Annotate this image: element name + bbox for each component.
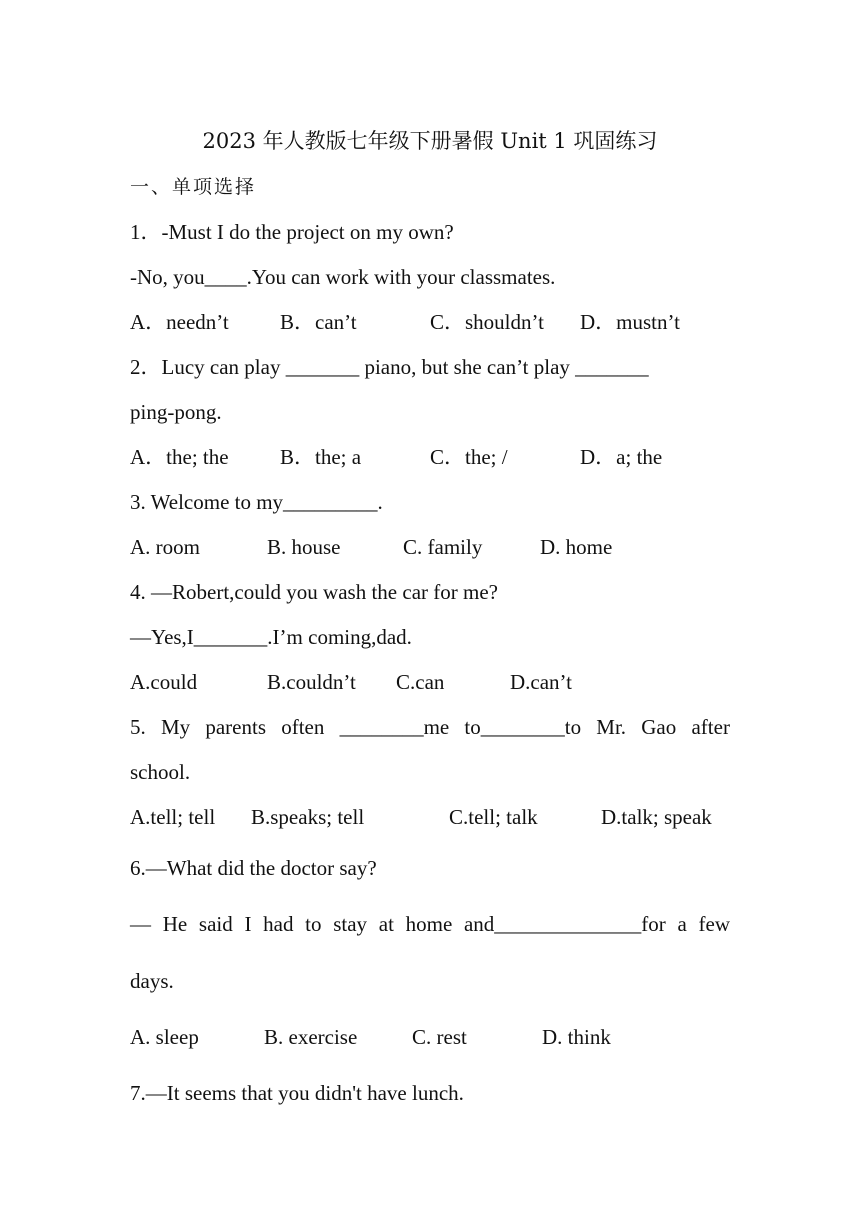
question-5-option-d: D.talk; speak [601,805,712,829]
question-5-option-b: B.speaks; tell [251,805,365,829]
stem-word: a [677,912,687,936]
question-7-stem: 7.—It seems that you didn't have lunch. [130,1081,464,1105]
question-6-stem-3: days. [130,969,174,993]
question-6-stem: 6.—What did the doctor say? [130,856,377,880]
question-3-option-a: A. room [130,535,200,559]
stem-word: often [281,715,325,739]
stem-word: few [698,912,730,936]
stem-word: after [691,715,730,739]
stem-word: ________me [339,715,450,739]
stem-word: He [162,912,188,936]
question-2-stem-2: ping-pong. [130,400,222,424]
question-6-option-d: D. think [542,1025,611,1049]
question-4-option-a: A.could [130,670,198,694]
question-1-stem: 1．-Must I do the project on my own? [130,220,454,244]
stem-word: to [305,912,322,936]
question-2-stem: 2．Lucy can play _______ piano, but she can’t play _______ [130,355,649,379]
question-6-option-a: A. sleep [130,1025,199,1049]
question-4-option-b: B.couldn’t [267,670,356,694]
stem-word: stay [333,912,368,936]
question-4-option-c: C.can [396,670,445,694]
question-3-option-d: D. home [540,535,613,559]
question-1-option-b: B．can’t [280,310,357,334]
stem-word: 5. [130,715,146,739]
question-5-option-a: A.tell; tell [130,805,216,829]
question-6-option-b: B. exercise [264,1025,358,1049]
stem-word: I [244,912,252,936]
stem-word: My [160,715,191,739]
stem-word: parents [205,715,266,739]
stem-word: at [378,912,394,936]
stem-word: Gao [641,715,677,739]
question-2-option-d: D．a; the [580,445,663,469]
section-heading: 一、单项选择 [130,176,257,198]
question-5-option-c: C.tell; talk [449,805,538,829]
question-2-option-b: B．the; a [280,445,362,469]
stem-word: — [130,912,151,936]
stem-word: Mr. [596,715,627,739]
question-6-option-c: C. rest [412,1025,467,1049]
question-1-stem-2: -No, you____.You can work with your classmates. [130,265,556,289]
question-3-option-b: B. house [267,535,341,559]
question-5-stem [130,713,730,741]
question-1-option-c: C．shouldn’t [430,310,544,334]
stem-word: to________to [464,715,582,739]
stem-word: said [198,912,233,936]
question-3-stem: 3. Welcome to my_________. [130,490,383,514]
question-4-stem: 4. —Robert,could you wash the car for me? [130,580,498,604]
question-1-option-d: D．mustn’t [580,310,680,334]
question-6-stem-2 [130,910,730,938]
document-title: 2023 年人教版七年级下册暑假 Unit 1 巩固练习 [202,129,658,153]
question-4-stem-2: —Yes,I_______.I’m coming,dad. [130,625,412,649]
stem-word: had [263,912,294,936]
stem-word: home [405,912,453,936]
question-3-option-c: C. family [403,535,483,559]
question-5-stem-2: school. [130,760,191,784]
question-1-option-a: A．needn’t [130,310,229,334]
question-2-option-a: A．the; the [130,445,229,469]
question-2-option-c: C．the; / [430,445,508,469]
stem-word: and______________for [463,912,666,936]
question-4-option-d: D.can’t [510,670,573,694]
